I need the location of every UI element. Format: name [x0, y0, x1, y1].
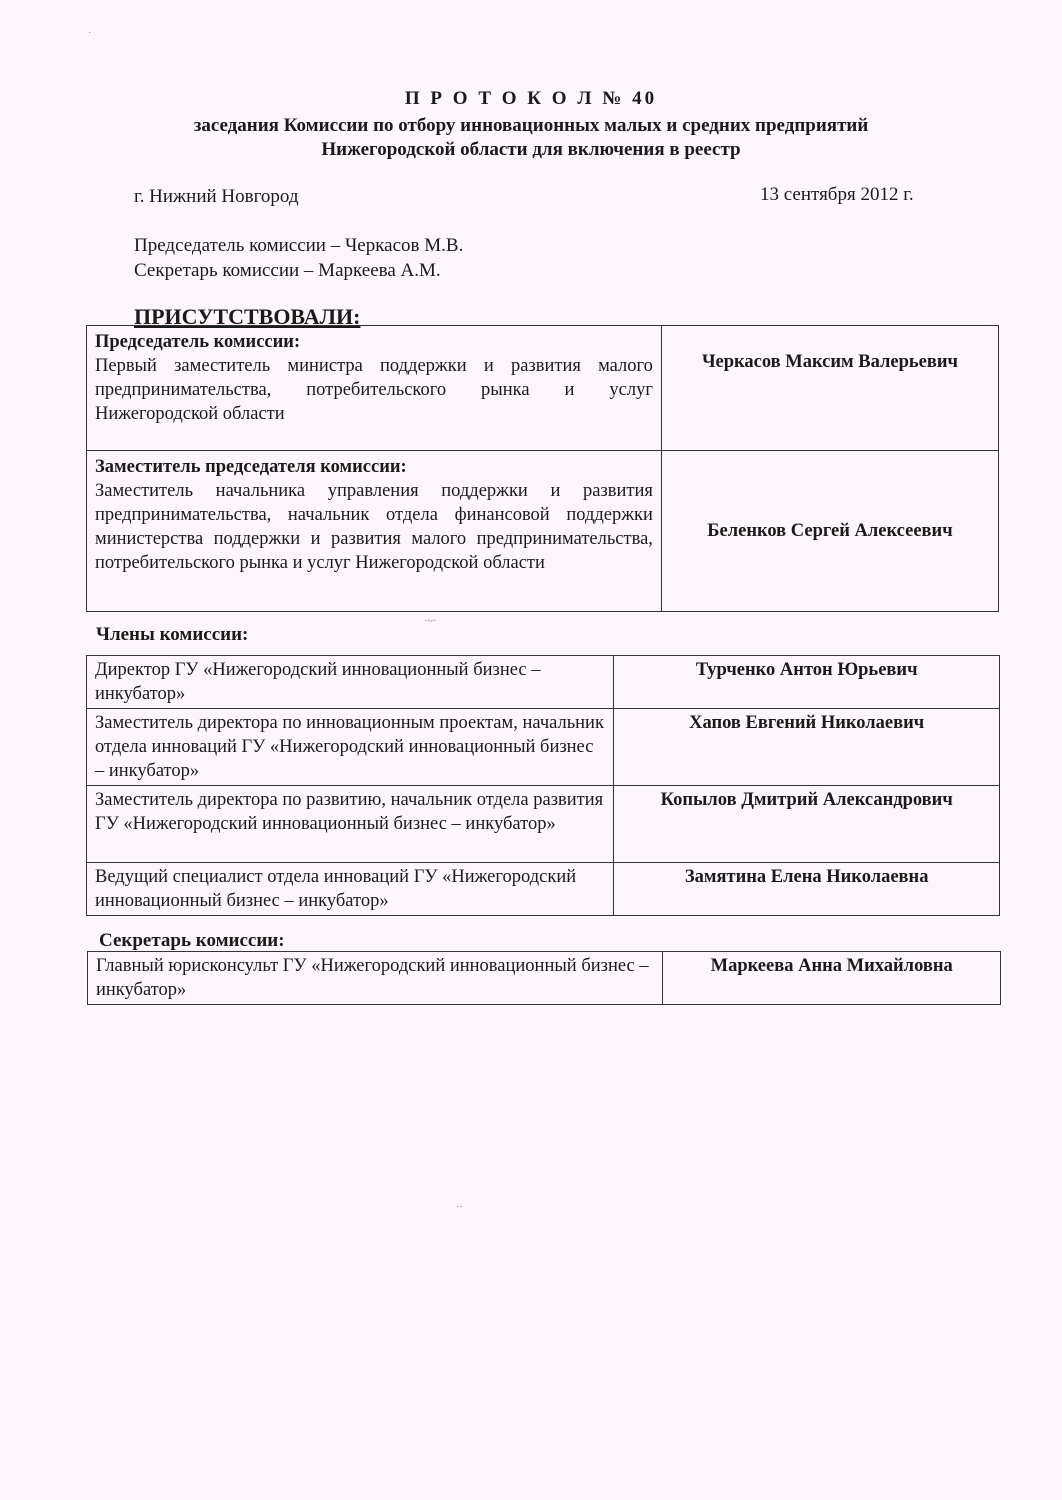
name-cell: Маркеева Анна Михайловна [663, 952, 1001, 1005]
document-title: П Р О Т О К О Л № 40 [404, 88, 658, 109]
role-title: Заместитель председателя комиссии: [95, 457, 407, 477]
position-text: Первый заместитель министра поддержки и развития малого предпринимательства, потребительского рынка и услуг Нижегородской области [95, 356, 653, 424]
position-text: Заместитель начальника управления поддержки и развития предпринимательства, начальник отдела финансовой поддержки министерства поддержки и развития малого предпринимательства, потребительского рынка и услуг Нижегородской области [95, 481, 653, 573]
table-row [88, 952, 1001, 1005]
table-row [87, 656, 1000, 709]
chair-secretary-block [134, 233, 463, 283]
name-cell: Беленков Сергей Алексеевич [661, 451, 998, 612]
table-row [87, 709, 1000, 786]
position-cell: Заместитель директора по развитию, начальник отдела развития ГУ «Нижегородский инновационный бизнес – инкубатор» [87, 786, 614, 863]
secretary-table [87, 951, 1001, 1005]
chairman-line: Председатель комиссии – Черкасов М.В. [134, 235, 464, 256]
position-cell: Заместитель директора по инновационным проектам, начальник отдела инноваций ГУ «Нижегородский инновационный бизнес – инкубатор» [87, 709, 614, 786]
position-cell: Директор ГУ «Нижегородский инновационный бизнес – инкубатор» [87, 656, 614, 709]
name-cell: Хапов Евгений Николаевич [614, 709, 1000, 786]
members-heading: Члены комиссии: [96, 624, 249, 645]
table-row [87, 863, 1000, 916]
secretary-line: Секретарь комиссии – Маркеева А.М. [134, 260, 441, 281]
subtitle-line-1: заседания Комиссии по отбору инновационных малых и средних предприятий [193, 115, 869, 136]
present-heading: ПРИСУТСТВОВАЛИ: [134, 304, 361, 329]
table-row [87, 451, 999, 612]
leadership-table [86, 325, 999, 612]
scan-speck: ·· [456, 1202, 463, 1213]
scan-speck: ·~· [424, 616, 437, 627]
scan-speck: · [88, 28, 92, 39]
name-cell: Замятина Елена Николаевна [614, 863, 1000, 916]
role-title: Председатель комиссии: [95, 332, 301, 352]
position-cell [87, 326, 662, 451]
name-cell: Турченко Антон Юрьевич [614, 656, 1000, 709]
table-row [87, 326, 999, 451]
position-cell [87, 451, 662, 612]
position-cell: Главный юрисконсульт ГУ «Нижегородский инновационный бизнес – инкубатор» [88, 952, 663, 1005]
date: 13 сентября 2012 г. [760, 184, 914, 205]
members-table [86, 655, 1000, 916]
table-row [87, 786, 1000, 863]
subtitle-line-2: Нижегородской области для включения в реестр [321, 139, 741, 160]
name-cell: Копылов Дмитрий Александрович [614, 786, 1000, 863]
name-cell: Черкасов Максим Валерьевич [661, 326, 998, 451]
secretary-heading: Секретарь комиссии: [99, 930, 285, 951]
position-cell: Ведущий специалист отдела инноваций ГУ «Нижегородский инновационный бизнес – инкубатор» [87, 863, 614, 916]
place: г. Нижний Новгород [134, 186, 299, 207]
document-subtitle [0, 114, 1062, 162]
